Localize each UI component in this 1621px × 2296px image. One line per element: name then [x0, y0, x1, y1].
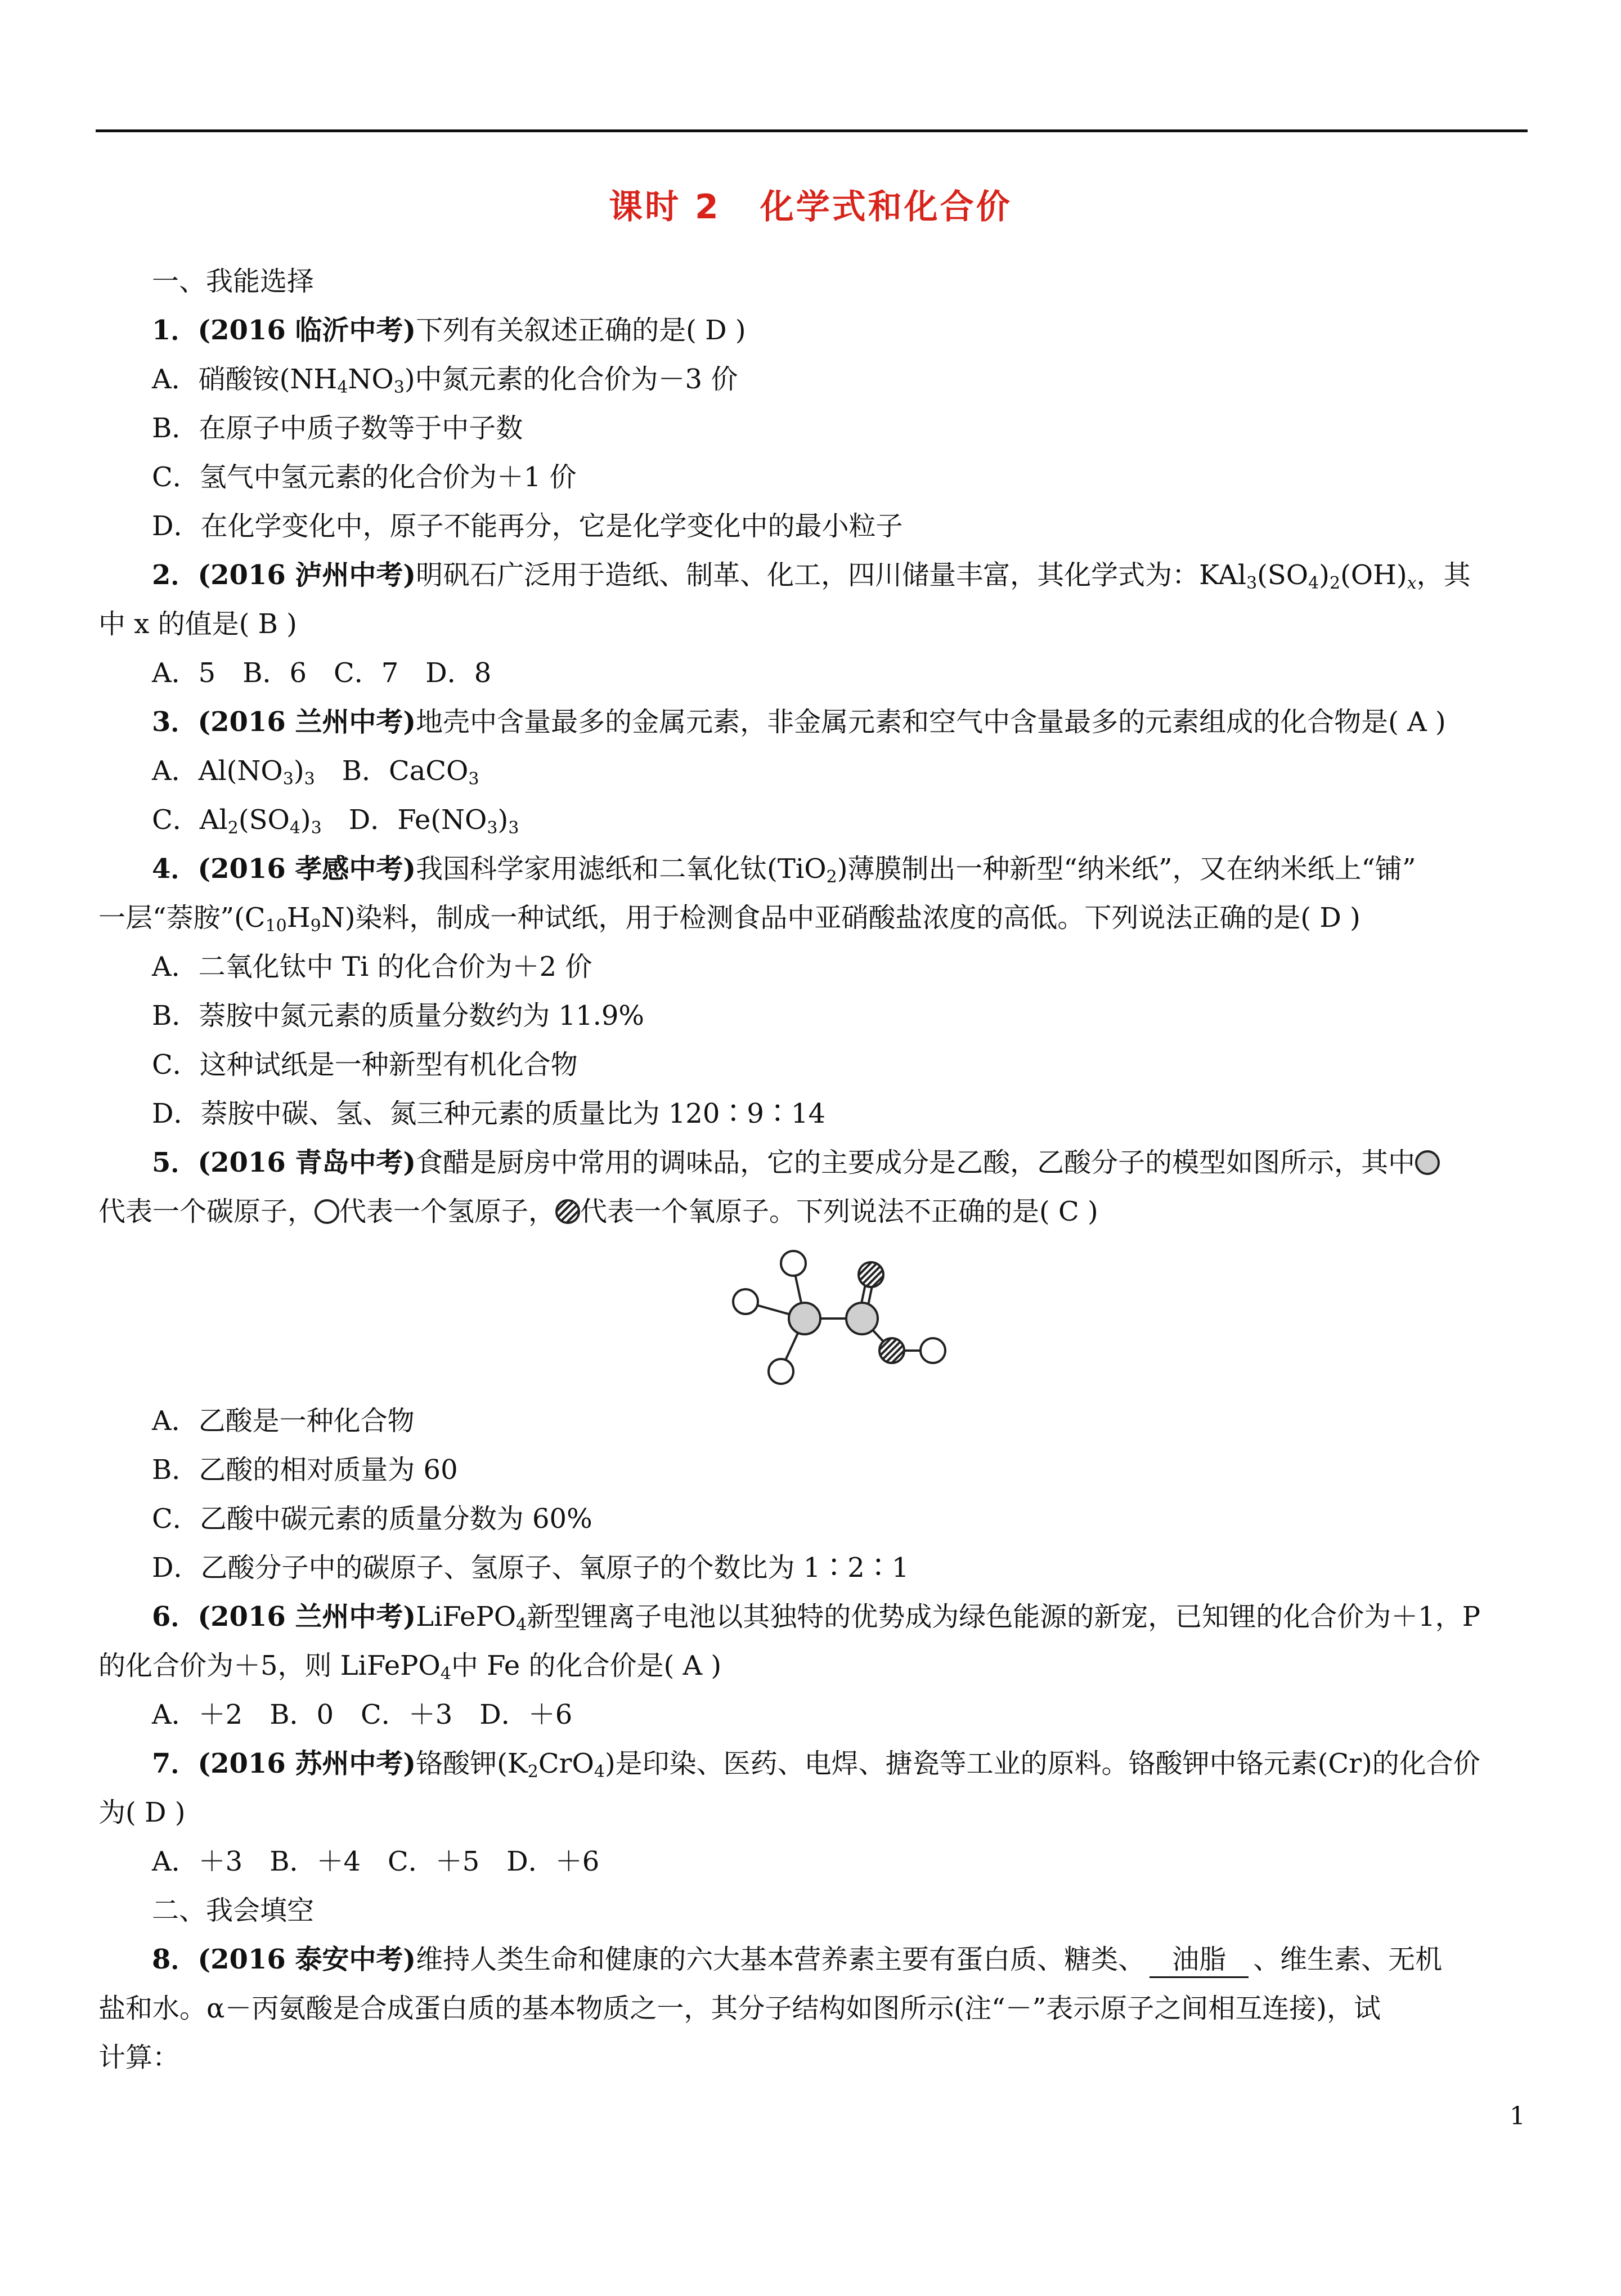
question-1-option-c: C．氢气中氢元素的化合价为＋1 价 [152, 461, 577, 493]
oxygen-atom-icon [555, 1199, 580, 1224]
acetic-acid-molecule-diagram [720, 1246, 957, 1390]
question-1-option-b: B．在原子中质子数等于中子数 [152, 412, 523, 444]
top-rule [96, 129, 1528, 132]
title-lesson: 课时 2 [609, 187, 721, 227]
hydrogen-atom [781, 1251, 806, 1276]
page-title [0, 180, 1621, 228]
oxygen-atom [879, 1338, 904, 1363]
question-3-options-ab: A．$Al(NO_3)_3$ B．CaCO$_3$ [152, 755, 479, 789]
question-7-stem-cont: 为( D ) [98, 1797, 186, 1828]
question-6-stem-cont: 的化合价为＋5，则 LiFePO$_4$中 Fe 的化合价是( A ) [98, 1650, 722, 1684]
question-3-stem: 3．(2016 兰州中考)地壳中含量最多的金属元素，非金属元素和空气中含量最多的元素组成的化合物是( A ) [152, 706, 1446, 738]
question-5-stem-cont: 代表一个碳原子， 代表一个氢原子， 代表一个氧原子。下列说法不正确的是( C ) [98, 1196, 1098, 1227]
question-1-option-a: A．硝酸铵$(NH_4NO_3)$中氮元素的化合价为－3 价 [152, 364, 738, 397]
question-1-option-d: D．在化学变化中，原子不能再分，它是化学变化中的最小粒子 [152, 510, 903, 542]
hydrogen-atom [769, 1359, 793, 1384]
question-5-option-c: C．乙酸中碳元素的质量分数为 60% [152, 1503, 592, 1535]
question-text: 下列有关叙述正确的是( D ) [416, 315, 746, 346]
question-4-stem-cont: 一层“萘胺$”(C_{10}H_9N)$染料，制成一种试纸，用于检测食品中亚硝酸盐浓度的高低。下列说法正确的是( D ) [98, 902, 1360, 936]
question-source: (2016 临沂中考) [197, 315, 416, 346]
question-8-stem-cont: 盐和水。α－丙氨酸是合成蛋白质的基本物质之一，其分子结构如图所示(注“－”表示原子之间相互连接)，试 [98, 1993, 1381, 2024]
carbon-atom [846, 1303, 878, 1334]
question-2-stem-cont: 中 x 的值是( B ) [98, 608, 297, 640]
title-topic: 化学式和化合价 [760, 187, 1012, 227]
hydrogen-atom [920, 1338, 945, 1363]
question-4-option-d: D．萘胺中碳、氢、氮三种元素的质量比为 120∶9∶14 [152, 1098, 825, 1129]
question-6-stem: 6．(2016 兰州中考)LiFePO$_4$新型锂离子电池以其独特的优势成为绿色能源的新宠，已知锂的化合价为＋1，P [152, 1601, 1481, 1635]
question-5-option-d: D．乙酸分子中的碳原子、氢原子、氧原子的个数比为 1∶2∶1 [152, 1552, 909, 1584]
question-8-stem-cont-2: 计算： [98, 2042, 180, 2073]
question-4-option-a: A．二氧化钛中 Ti 的化合价为＋2 价 [152, 951, 592, 983]
question-7-options: A．＋3 B．＋4 C．＋5 D．＋6 [152, 1846, 600, 1877]
carbon-atom-icon [1415, 1150, 1440, 1175]
question-2-stem: 2．(2016 泸州中考)明矾石广泛用于造纸、制革、化工，四川储量丰富，其化学式为：$KAl_3(SO_4)_2(OH)_x$，其 [152, 559, 1471, 593]
oxygen-atom [859, 1262, 883, 1287]
question-5-option-b: B．乙酸的相对质量为 60 [152, 1454, 458, 1486]
question-2-options: A．5 B．6 C．7 D．8 [152, 657, 492, 689]
question-7-stem: 7．(2016 苏州中考)铬酸钾$(K_2CrO_4)$是印染、医药、电焊、搪瓷等工业的原料。铬酸钾中铬元素(Cr)的化合价 [152, 1748, 1480, 1782]
question-6-options: A．＋2 B．0 C．＋3 D．＋6 [152, 1699, 573, 1730]
question-1-stem [0, 313, 1621, 347]
section-heading-choice: 一、我能选择 [152, 266, 315, 297]
page-number: 1 [1510, 2102, 1525, 2131]
question-5-option-a: A．乙酸是一种化合物 [152, 1405, 415, 1437]
hydrogen-atom-icon [315, 1199, 339, 1224]
question-4-option-c: C．这种试纸是一种新型有机化合物 [152, 1049, 578, 1080]
answer-blank: 油脂 [1149, 1943, 1249, 1978]
question-8-stem: 8．(2016 泰安中考)维持人类生命和健康的六大基本营养素主要有蛋白质、糖类、 油脂 、维生素、无机 [0, 1943, 1621, 1978]
question-3-options-cd: C．$Al_2(SO_4)_3$ D．$Fe(NO_3)_3$ [152, 804, 519, 838]
question-4-stem: 4．(2016 孝感中考)我国科学家用滤纸和二氧化钛(TiO$_2$)薄膜制出一种新型“纳米纸”，又在纳米纸上“铺” [152, 853, 1416, 887]
section-heading-fill: 二、我会填空 [152, 1895, 315, 1926]
question-number: 1． [152, 315, 198, 346]
carbon-atom [789, 1303, 820, 1334]
question-4-option-b: B．萘胺中氮元素的质量分数约为 11.9% [152, 1000, 645, 1032]
hydrogen-atom [733, 1289, 758, 1314]
question-5-stem: 5．(2016 青岛中考)食醋是厨房中常用的调味品，它的主要成分是乙酸，乙酸分子的模型如图所示，其中 [0, 1146, 1621, 1180]
